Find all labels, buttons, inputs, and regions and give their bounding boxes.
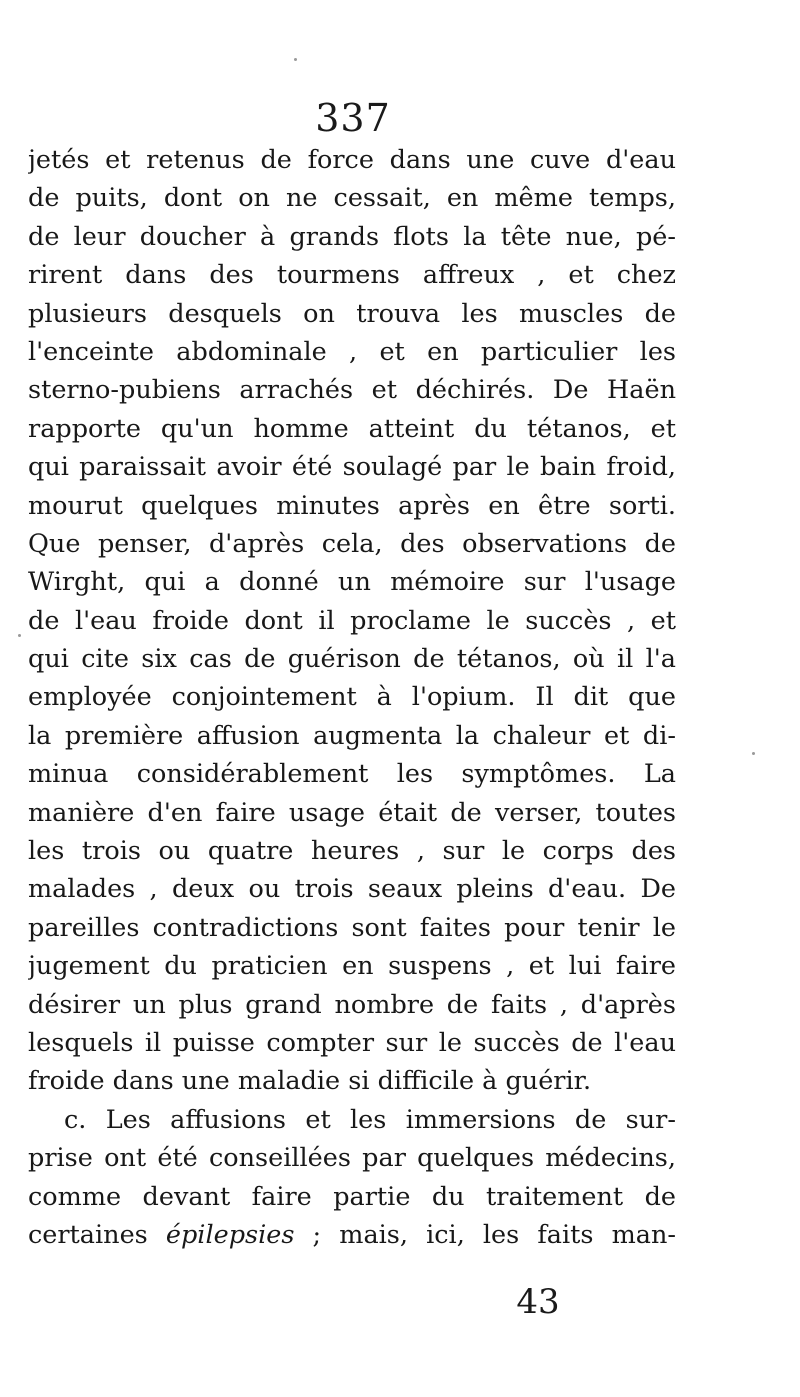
text-line: les trois ou quatre heures , sur le corps des [28, 836, 676, 867]
text-line: lesquels il puisse compter sur le succès de l'eau [28, 1027, 676, 1058]
text-line: de l'eau froide dont il proclame le succès , et [28, 605, 676, 636]
paper-speck [752, 752, 755, 755]
text-line: l'enceinte abdominale , et en particulier les [28, 336, 676, 367]
text-line: manière d'en faire usage était de verser, toutes [28, 797, 676, 828]
text-line: employée conjointement à l'opium. Il dit que [28, 682, 676, 713]
text-line: minua considérablement les symptômes. La [28, 759, 676, 790]
text-line: plusieurs desquels on trouva les muscles de [28, 298, 676, 329]
text-line: Wirght, qui a donné un mémoire sur l'usage [28, 567, 676, 598]
text-line: désirer un plus grand nombre de faits , d'après [28, 989, 676, 1020]
paper-speck [294, 58, 297, 61]
text-line: mourut quelques minutes après en être sorti. [28, 490, 676, 521]
text-line: pareilles contradictions sont faites pour tenir le [28, 912, 676, 943]
text-line: froide dans une maladie si difficile à guérir. [28, 1066, 592, 1097]
text-line: de leur doucher à grands flots la tête nue, pé- [28, 221, 676, 252]
final-line-end: ; mais, ici, les faits man- [294, 1219, 676, 1250]
final-line-start: certaines [28, 1219, 166, 1250]
signature-mark: 43 [516, 1282, 560, 1322]
text-line: la première affusion augmenta la chaleur et di- [28, 720, 676, 751]
text-line-final [28, 1216, 676, 1254]
text-line: c. Les affusions et les immersions de sur- [64, 1104, 676, 1135]
body-text [28, 141, 676, 1254]
text-line: rirent dans des tourmens affreux , et chez [28, 260, 676, 291]
text-line: jugement du praticien en suspens , et lui faire [28, 951, 676, 982]
text-line: malades , deux ou trois seaux pleins d'eau. De [28, 874, 676, 905]
page-number: 337 [315, 96, 391, 140]
text-line: jetés et retenus de force dans une cuve d'eau [28, 145, 676, 175]
text-line: prise ont été conseillées par quelques médecins, [28, 1143, 676, 1174]
text-line: qui paraissait avoir été soulagé par le bain froid, [28, 452, 676, 483]
text-line: sterno-pubiens arrachés et déchirés. De Haën [28, 375, 676, 406]
paper-speck [18, 634, 21, 637]
text-line: comme devant faire partie du traitement de [28, 1181, 676, 1212]
text-line: de puits, dont on ne cessait, en même temps, [28, 183, 676, 214]
text-line: qui cite six cas de guérison de tétanos, où il l'a [28, 644, 676, 675]
text-line: rapporte qu'un homme atteint du tétanos, et [28, 413, 676, 444]
italic-term: épilepsies [165, 1219, 295, 1250]
text-line: Que penser, d'après cela, des observations de [28, 528, 676, 559]
